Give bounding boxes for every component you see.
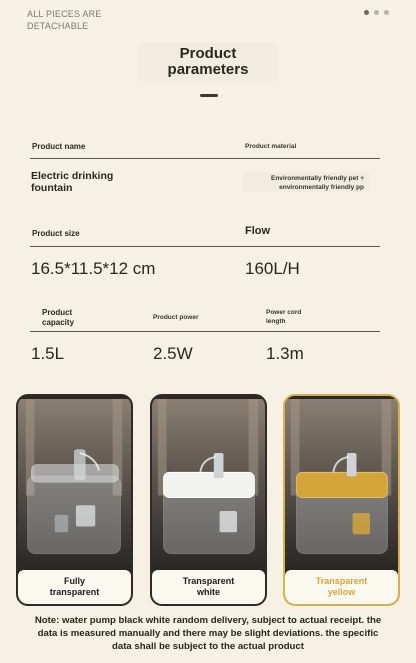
divider-row-1: [30, 158, 380, 159]
title-underline: [200, 94, 218, 97]
product-material-value: Environmentally friendly pet + environmentally friendly pp: [270, 175, 364, 191]
flow-label: Flow: [245, 225, 271, 237]
power-value: 2.5W: [153, 344, 193, 363]
cord-length-value: 1.3m: [266, 344, 304, 363]
product-name-label: Product name: [32, 142, 86, 151]
power-label: Product power: [153, 314, 199, 321]
divider-row-2: [30, 246, 380, 247]
divider-row-3: [30, 331, 380, 332]
flow-value: 160L/H: [245, 259, 300, 278]
variant-card-fully-transparent[interactable]: [16, 394, 133, 606]
carousel-dot-1[interactable]: [364, 10, 369, 15]
carousel-dot-2[interactable]: [374, 10, 379, 15]
product-size-label: Product size: [32, 229, 80, 238]
product-size-value: 16.5*11.5*12 cm: [31, 259, 156, 278]
fountain-image: [285, 396, 398, 570]
variant-label: Transparent yellow: [315, 576, 368, 597]
variant-card-transparent-white[interactable]: [150, 394, 267, 606]
product-name-value: Electric drinking fountain: [31, 170, 114, 194]
variant-caption: [18, 570, 131, 604]
capacity-value: 1.5L: [31, 344, 65, 363]
disclaimer-note: Note: water pump black white random delivery, subject to actual receipt. the data is measured manually and there may be slight deviations. the specific data shall be subject to the actual product: [34, 615, 382, 652]
detachable-note: ALL PIECES ARE DETACHABLE: [27, 9, 102, 31]
variant-card-transparent-yellow[interactable]: [283, 394, 400, 606]
variant-label: Transparent white: [182, 576, 235, 597]
carousel-dot-3[interactable]: [384, 10, 389, 15]
product-material-label: Product material: [245, 143, 297, 150]
fountain-image: [152, 396, 265, 570]
cord-length-label: Power cord length: [266, 309, 302, 325]
fountain-image: [18, 396, 131, 570]
page-title: Product parameters: [167, 45, 249, 78]
variant-caption: [285, 570, 398, 604]
variant-label: Fully transparent: [49, 576, 100, 597]
variant-caption: [152, 570, 265, 604]
carousel-indicator[interactable]: [364, 10, 394, 16]
capacity-label: Product capacity: [42, 308, 75, 327]
